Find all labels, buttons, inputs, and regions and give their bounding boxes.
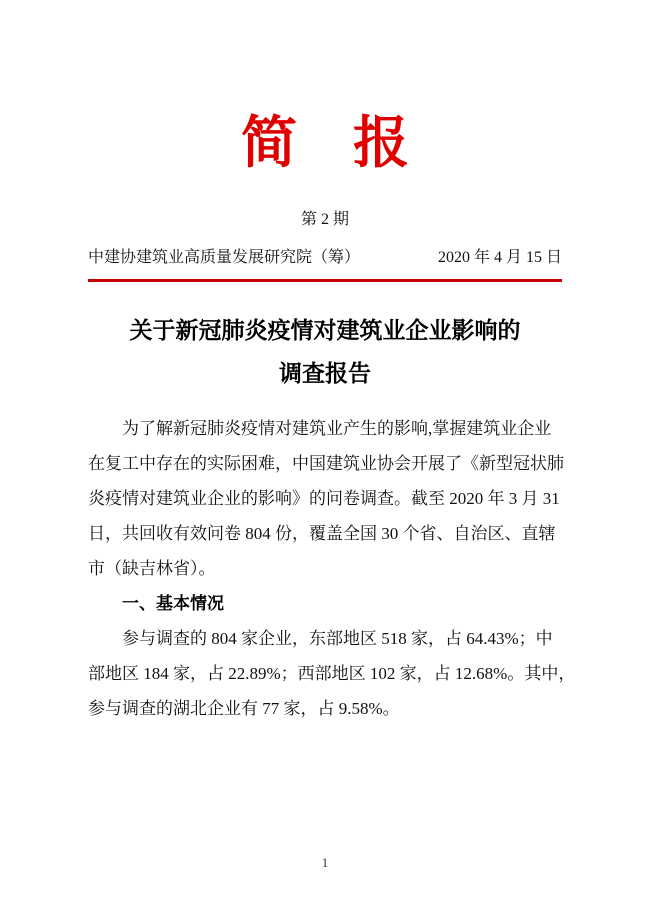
- paragraph-intro: [88, 411, 562, 586]
- document-title-line1: 关于新冠肺炎疫情对建筑业企业影响的: [129, 318, 521, 343]
- masthead-divider-rule: [88, 279, 562, 282]
- body-line: 参与调查的湖北企业有 77 家，占 9.58%。: [88, 699, 400, 718]
- body-line: 日，共回收有效问卷 804 份，覆盖全国 30 个省、自治区、直辖: [88, 524, 556, 543]
- page-number: 1: [321, 855, 329, 870]
- body-line: 部地区 184 家，占 22.89%；西部地区 102 家，占 12.68%。其中，: [88, 664, 576, 683]
- body-line: 在复工中存在的实际困难，中国建筑业协会开展了《新型冠状肺: [88, 454, 564, 473]
- section-heading-basic-situation: 一、基本情况: [122, 594, 224, 613]
- masthead-meta-row: [88, 246, 562, 270]
- bulletin-masthead-title: 简 报: [241, 113, 409, 175]
- body-line: 参与调查的 804 家企业，东部地区 518 家，占 64.43%；中: [122, 629, 553, 648]
- document-body: [88, 411, 576, 726]
- body-line: 市（缺吉林省）。: [88, 559, 216, 578]
- issue-date: 2020 年 4 月 15 日: [437, 249, 562, 266]
- document-title: [88, 309, 562, 395]
- issue-number: 第 2 期: [300, 211, 349, 228]
- paragraph-basic-situation: [88, 621, 576, 726]
- body-line: 炎疫情对建筑业企业的影响》的问卷调查。截至 2020 年 3 月 31: [88, 489, 560, 508]
- issuing-organization: 中建协建筑业高质量发展研究院（筹）: [88, 249, 361, 266]
- body-line: 为了解新冠肺炎疫情对建筑业产生的影响,掌握建筑业企业: [122, 419, 552, 438]
- document-title-line2: 调查报告: [279, 361, 371, 386]
